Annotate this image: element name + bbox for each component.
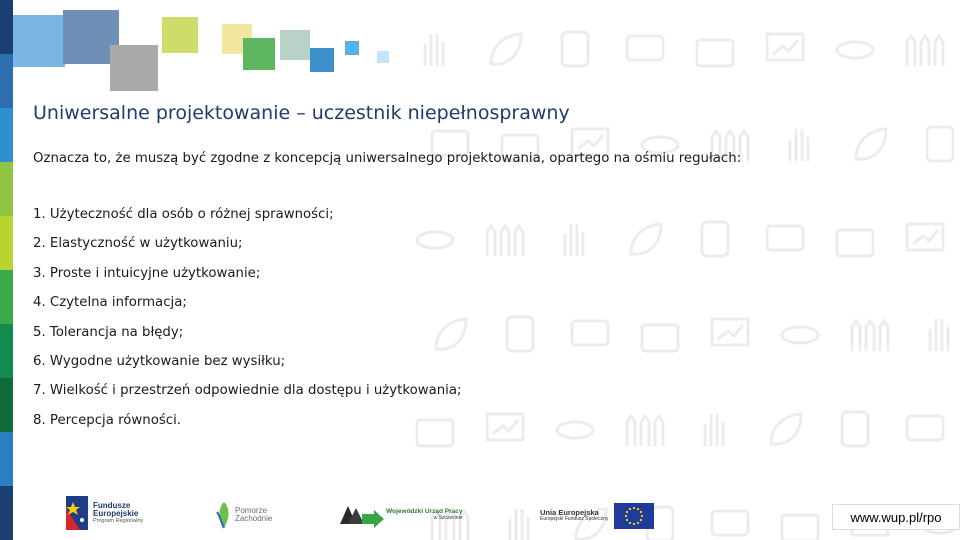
wup-szczecin-logo [338, 502, 462, 528]
rule-item: 6. Wygodne użytkowanie bez wysiłku; [33, 353, 286, 369]
strip-segment [0, 162, 13, 216]
fundusze-europejskie-logo [66, 496, 143, 530]
pattern-case-icon [642, 325, 678, 351]
pattern-hand-icon [705, 414, 723, 446]
slide-intro: Oznacza to, że muszą być zgodne z koncepcją uniwersalnego projektowania, opartego na ośmiu regułach: [33, 151, 742, 166]
rule-item: 5. Tolerancja na błędy; [33, 324, 184, 340]
strip-segment [0, 108, 13, 162]
strip-segment [0, 0, 13, 54]
fe-logo-line2: Europejskie [93, 509, 139, 519]
fe-emblem-icon [66, 496, 88, 530]
pattern-case-icon [837, 230, 873, 256]
pomorze-zachodnie-logo [215, 500, 272, 530]
pomorze-leaf-icon [215, 500, 233, 530]
pattern-case-icon [697, 40, 733, 66]
pattern-hand-icon [425, 34, 443, 66]
pattern-tram-icon [842, 412, 868, 446]
pattern-chart-icon [712, 319, 748, 345]
pattern-chat-icon [627, 36, 663, 60]
pattern-case-icon [782, 515, 818, 540]
ue-logo-line2: Europejski Fundusz Społeczny [540, 516, 609, 523]
eu-star [633, 507, 635, 509]
eu-star [637, 508, 639, 510]
pattern-atom-icon [557, 422, 593, 438]
rule-item: 2. Elastyczność w użytkowaniu; [33, 236, 243, 252]
strip-segment [0, 378, 13, 432]
rule-item: 8. Percepcja równości. [33, 412, 182, 428]
eu-star [626, 519, 628, 521]
pattern-tram-icon [702, 222, 728, 256]
eu-star [626, 511, 628, 513]
eu-star [629, 508, 631, 510]
ue-logo-line1: Unia Europejska [540, 508, 599, 518]
strip-segment [0, 486, 13, 540]
website-url[interactable]: www.wup.pl/rpo [832, 504, 960, 530]
rule-item: 4. Czytelna informacja; [33, 295, 187, 311]
slide-title: Uniwersalne projektowanie – uczestnik niepełnosprawny [33, 102, 570, 124]
pattern-chat-icon [907, 416, 943, 440]
left-color-strip [0, 0, 13, 540]
eu-star [637, 522, 639, 524]
strip-segment [0, 54, 13, 108]
rule-item: 3. Proste i intuicyjne użytkowanie; [33, 265, 261, 281]
pattern-hand-icon [565, 224, 583, 256]
pattern-chat-icon [767, 226, 803, 250]
pattern-chart-icon [767, 34, 803, 60]
pattern-hand-icon [930, 319, 948, 351]
unia-europejska-logo [540, 503, 654, 529]
wup-logo-line1: Wojewódzki Urząd Pracy [386, 507, 463, 515]
eu-star [640, 519, 642, 521]
background-icon-pattern [400, 20, 960, 540]
pattern-tram-icon [927, 127, 953, 161]
rules-list [33, 207, 462, 442]
pattern-chart-icon [907, 224, 943, 250]
eu-flag-icon [614, 503, 654, 529]
pattern-atom-icon [837, 42, 873, 58]
pattern-hand-icon [790, 129, 808, 161]
pattern-leaf-icon [771, 414, 801, 444]
strip-segment [0, 432, 13, 486]
pattern-tram-icon [507, 317, 533, 351]
strip-segment [0, 324, 13, 378]
wup-emblem-icon [338, 502, 384, 528]
pattern-chat-icon [712, 511, 748, 535]
eu-star [625, 515, 627, 517]
pattern-fence-icon [627, 416, 663, 446]
pattern-leaf-icon [856, 129, 886, 159]
pattern-chat-icon [572, 321, 608, 345]
wup-logo-line2: w Szczecinie [433, 514, 463, 521]
pattern-leaf-icon [491, 34, 521, 64]
pattern-tram-icon [562, 32, 588, 66]
pattern-fence-icon [907, 36, 943, 66]
pomorze-logo-line2: Zachodnie [235, 514, 273, 523]
pattern-chart-icon [487, 414, 523, 440]
pattern-fence-icon [487, 226, 523, 256]
fe-logo-line1: Fundusze [93, 500, 131, 510]
pattern-hand-icon [510, 509, 528, 540]
strip-segment [0, 270, 13, 324]
eu-star [641, 515, 643, 517]
rule-item: 1. Użyteczność dla osób o różnej sprawności; [33, 207, 334, 222]
strip-segment [0, 216, 13, 270]
eu-star [633, 523, 635, 525]
pattern-atom-icon [782, 327, 818, 343]
pattern-leaf-icon [631, 224, 661, 254]
eu-star [629, 522, 631, 524]
rule-item: 7. Wielkość i przestrzeń odpowiednie dla dostępu i użytkowania; [33, 383, 462, 399]
pomorze-logo-line1: Pomorze [235, 505, 268, 515]
eu-star [640, 511, 642, 513]
fe-logo-line3: Program Regionalny [93, 517, 144, 524]
pattern-fence-icon [852, 321, 888, 351]
